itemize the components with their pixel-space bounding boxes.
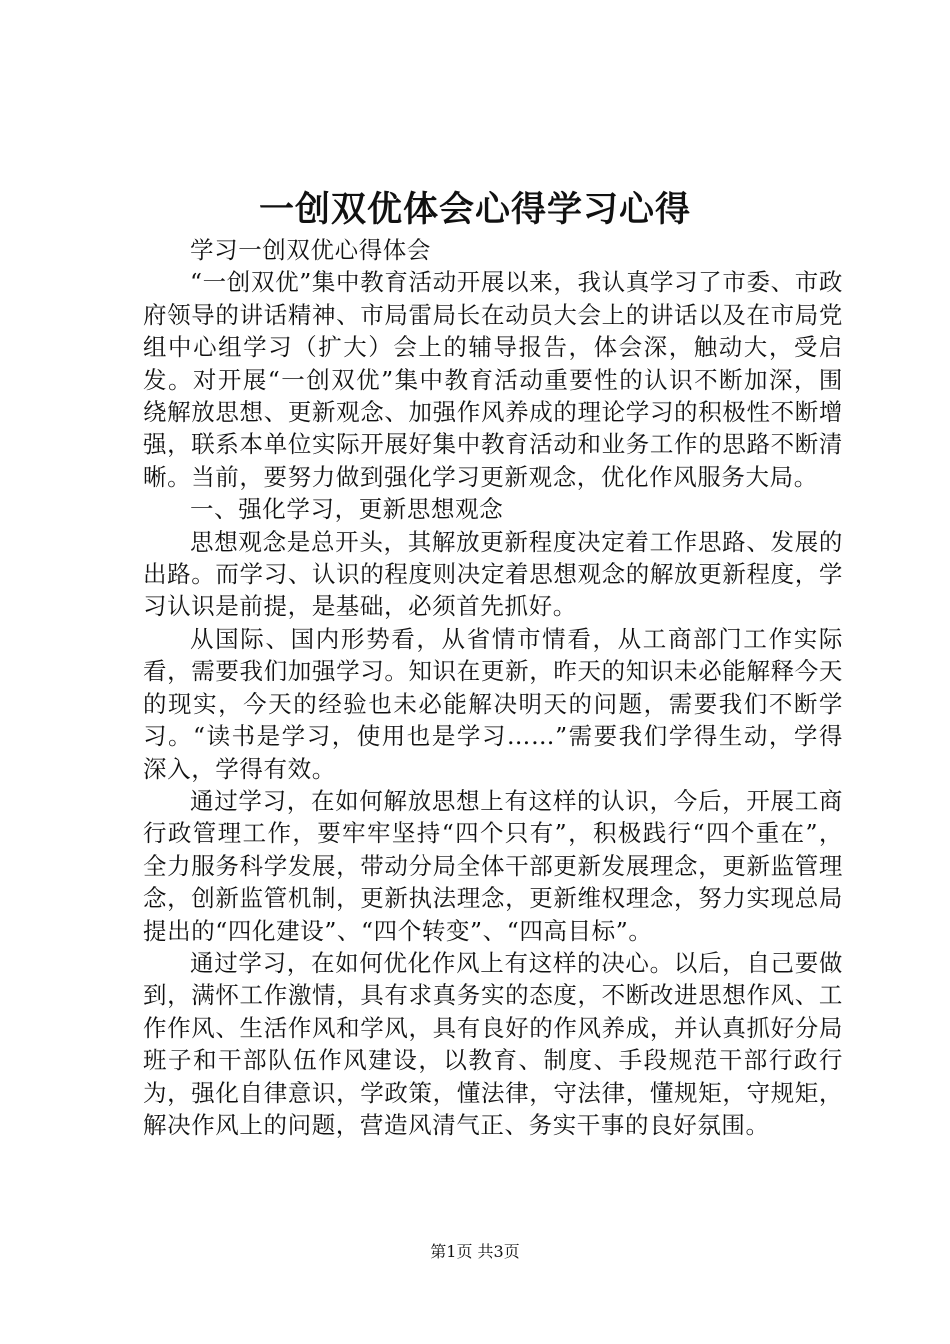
paragraph-subtitle: 学习一创双优心得体会	[190, 236, 431, 264]
paragraph: 通过学习，在如何解放思想上有这样的认识，今后，开展工商行政管理工作，要牢牢坚持“四个只有”，积极践行“四个重在”，全力服务科学发展，带动分局全体干部更新发展理念，更新监管理念，创新监管机制，更新执法理念，更新维权理念，努力实现总局提出的“四化建设”、“四个转变”、“四高目标”。	[143, 786, 843, 945]
section-heading: 一、强化学习，更新思想观念	[190, 495, 504, 524]
paragraph: 通过学习，在如何优化作风上有这样的决心。以后，自己要做到，满怀工作激情，具有求真务实的态度，不断改进思想作风、工作作风、生活作风和学风，具有良好的作风养成，并认真抓好分局班子和干部队伍作风建设，以教育、制度、手段规范干部行政行为，强化自律意识，学政策，懂法律，守法律，懂规矩，守规矩，解决作风上的问题，营造风清气正、务实干事的良好氛围。	[143, 948, 843, 1139]
document-title: 一创双优体会心得学习心得	[258, 189, 691, 230]
document-body	[143, 234, 843, 1141]
paragraph: 思想观念是总开头，其解放更新程度决定着工作思路、发展的出路。而学习、认识的程度则决定着思想观念的解放更新程度，学习认识是前提，是基础，必须首先抓好。	[143, 527, 843, 621]
paragraph: 从国际、国内形势看，从省情市情看，从工商部门工作实际看，需要我们加强学习。知识在更新，昨天的知识未必能解释今天的现实，今天的经验也未必能解决明天的问题，需要我们不断学习。“读书是学习，使用也是学习……”需要我们学得生动，学得深入，学得有效。	[143, 624, 843, 783]
paragraph-intro: “一创双优”集中教育活动开展以来，我认真学习了市委、市政府领导的讲话精神、市局雷局长在动员大会上的讲话以及在市局党组中心组学习（扩大）会上的辅导报告，体会深，触动大，受启发。对开展“一创双优”集中教育活动重要性的认识不断加深，围绕解放思想、更新观念、加强作风养成的理论学习的积极性不断增强，联系本单位实际开展好集中教育活动和业务工作的思路不断清晰。当前，要努力做到强化学习更新观念，优化作风服务大局。	[143, 268, 843, 491]
page-number-footer: 第1页 共3页	[430, 1242, 520, 1261]
